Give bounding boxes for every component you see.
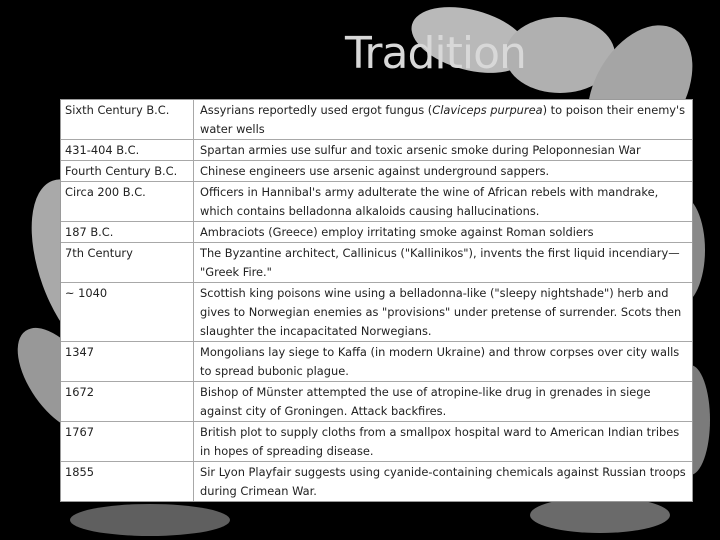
date-cell: 1672	[61, 382, 194, 422]
table-row	[61, 161, 692, 182]
date-cell: 1347	[61, 342, 194, 382]
timeline-table	[60, 99, 693, 502]
event-text: Scottish king poisons wine using a belladonna-like ("sleepy nightshade") herb and gives to Norwegian enemies as "provisions" under pretense of surrender. Scots then slaughter the incapacitated Norwegians.	[200, 286, 682, 338]
event-cell	[194, 140, 693, 161]
date-cell: Fourth Century B.C.	[61, 161, 194, 182]
table-row	[61, 100, 692, 140]
event-text: Mongolians lay siege to Kaffa (in modern Ukraine) and throw corpses over city walls to spread bubonic plague.	[200, 345, 680, 378]
event-cell	[194, 100, 693, 140]
event-text: Sir Lyon Playfair suggests using cyanide-containing chemicals against Russian troops during Crimean War.	[200, 465, 686, 498]
date-cell: Sixth Century B.C.	[61, 100, 194, 140]
table-row	[61, 342, 692, 382]
table-row	[61, 140, 692, 161]
event-cell	[194, 342, 693, 382]
event-text: Officers in Hannibal's army adulterate the wine of African rebels with mandrake, which contains belladonna alkaloids causing hallucinations.	[200, 185, 659, 218]
event-cell	[194, 243, 693, 283]
event-text: Bishop of Münster attempted the use of atropine-like drug in grenades in siege against city of Groningen. Attack backfires.	[200, 385, 651, 418]
event-text: Chinese engineers use arsenic against underground sappers.	[200, 164, 550, 178]
event-cell	[194, 283, 693, 342]
event-text-italic: Claviceps purpurea	[432, 103, 543, 117]
table-row	[61, 422, 692, 462]
event-cell	[194, 161, 693, 182]
date-cell: ~ 1040	[61, 283, 194, 342]
date-cell: 1855	[61, 462, 194, 502]
table-row	[61, 283, 692, 342]
event-cell	[194, 422, 693, 462]
event-text: Spartan armies use sulfur and toxic arsenic smoke during Peloponnesian War	[200, 143, 641, 157]
event-text: Ambraciots (Greece) employ irritating smoke against Roman soldiers	[200, 225, 594, 239]
table-row	[61, 462, 692, 502]
event-text-tail: ) to poison their enemy's water wells	[200, 103, 686, 136]
event-text: Assyrians reportedly used ergot fungus (	[200, 103, 433, 117]
timeline-body	[61, 100, 692, 501]
table-row	[61, 243, 692, 283]
event-cell	[194, 182, 693, 222]
event-text: British plot to supply cloths from a smallpox hospital ward to American Indian tribes in hopes of spreading disease.	[200, 425, 680, 458]
event-cell	[194, 462, 693, 502]
date-cell: 7th Century	[61, 243, 194, 283]
date-cell: 431-404 B.C.	[61, 140, 194, 161]
event-cell	[194, 222, 693, 243]
date-cell: Circa 200 B.C.	[61, 182, 194, 222]
event-text: The Byzantine architect, Callinicus ("Kallinikos"), invents the first liquid incendiary— "Greek Fire."	[200, 246, 680, 279]
event-cell	[194, 382, 693, 422]
date-cell: 187 B.C.	[61, 222, 194, 243]
date-cell: 1767	[61, 422, 194, 462]
slide-title: Tradition	[345, 28, 526, 79]
table-row	[61, 182, 692, 222]
table-row	[61, 222, 692, 243]
table-row	[61, 382, 692, 422]
